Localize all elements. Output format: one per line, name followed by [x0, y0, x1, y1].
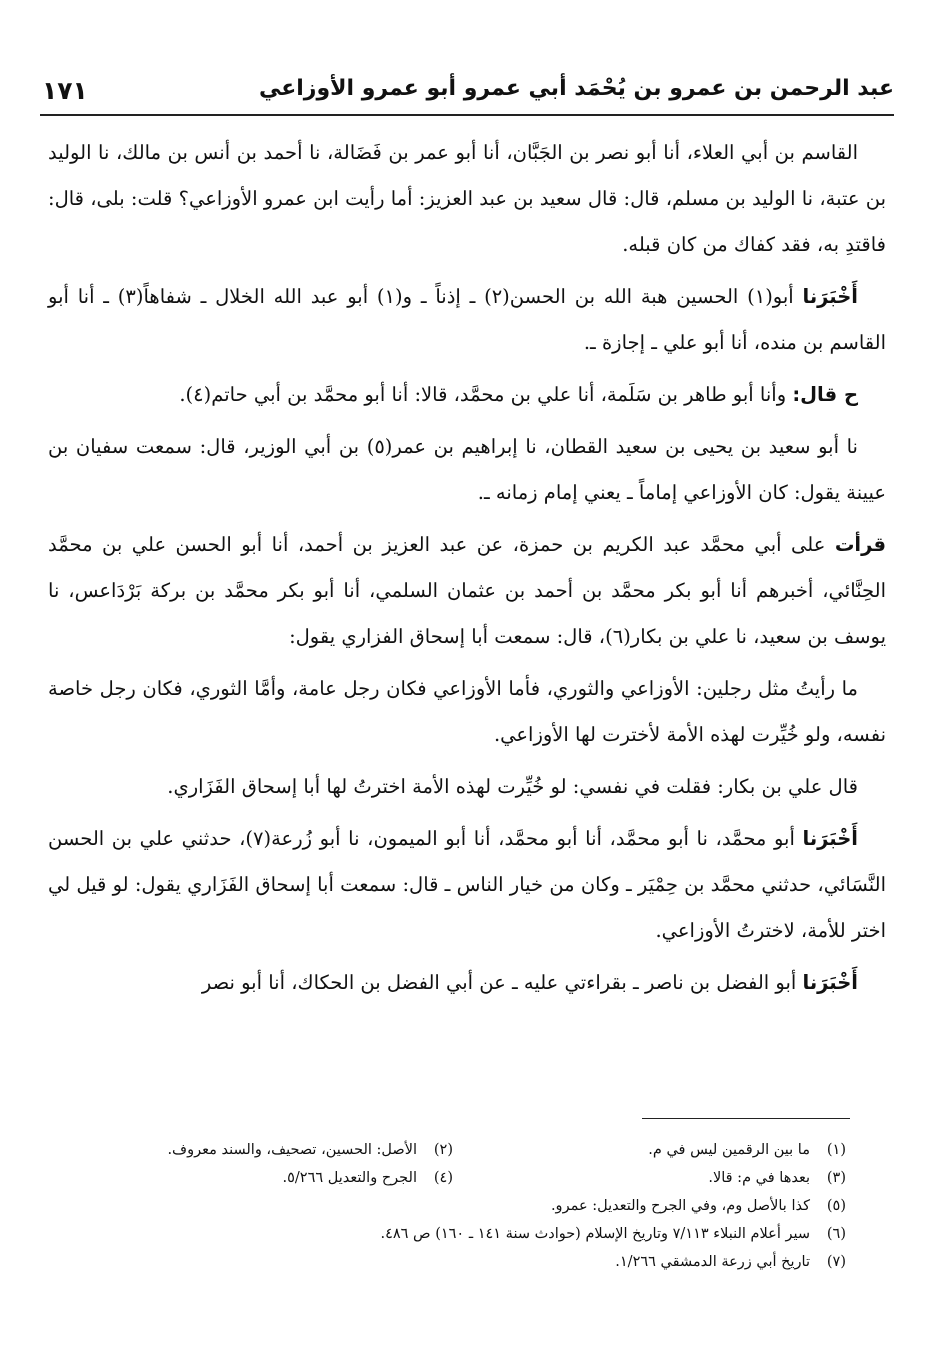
footnote-row — [60, 1192, 846, 1220]
footnote-text: سير أعلام النبلاء ٧/١١٣ وتاريخ الإسلام (حوادث سنة ١٤١ ـ ١٦٠) ص ٤٨٦. — [380, 1226, 810, 1242]
paragraph — [48, 130, 886, 268]
paragraph — [48, 274, 886, 366]
footnote-number: (٦) — [826, 1226, 846, 1242]
paragraph-lead: أَخْبَرَنا — [802, 971, 858, 994]
footnote-text: كذا بالأصل وم، وفي الجرح والتعديل: عمرو. — [550, 1198, 810, 1214]
paragraph-lead: أَخْبَرَنا — [802, 285, 858, 308]
footnote-divider — [642, 1118, 850, 1119]
paragraph-lead: ح قال: — [792, 383, 858, 406]
paragraph-text: وأنا أبو طاهر بن سَلَمة، أنا علي بن محمَّد، قالا: أنا أبو محمَّد بن أبي حاتم(٤). — [179, 383, 793, 406]
main-text — [48, 130, 886, 1012]
footnote-number: (٥) — [826, 1198, 846, 1214]
paragraph-text: على أبي محمَّد عبد الكريم بن حمزة، عن عبد العزيز بن أحمد، أنا أبو الحسن علي بن محمَّد الحِنَّائي، أخبرهم أنا أبو بكر محمَّد بن أحمد بن عثمان السلمي، أنا أبو بكر محمَّد بن بركة بَرْدَاعس، نا يوسف بن سعيد، نا علي بن بكار(٦)، قال: سمعت أبا إسحاق الفزاري يقول: — [48, 533, 886, 648]
footnote-text: الجرح والتعديل ٥/٢٦٦. — [282, 1170, 417, 1186]
paragraph — [48, 764, 886, 810]
page-number: ١٧١ — [42, 76, 88, 105]
paragraph — [48, 666, 886, 758]
paragraph — [48, 960, 886, 1006]
footnote — [551, 1198, 846, 1214]
paragraph — [48, 816, 886, 954]
footnote — [453, 1142, 846, 1158]
footnote-text: الأصل: الحسين، تصحيف، والسند معروف. — [167, 1142, 417, 1158]
running-title: عبد الرحمن بن عمرو بن يُحْمَد أبي عمرو أبو عمرو الأوزاعي — [258, 76, 894, 101]
footnote-text: تاريخ أبي زرعة الدمشقي ١/٢٦٦. — [615, 1254, 810, 1270]
paragraph-text: أبو محمَّد، نا أبو محمَّد، أنا أبو محمَّد، أنا أبو الميمون، نا أبو زُرعة(٧)، حدثني علي بن الحسن النَّسَائي، حدثني محمَّد بن حِمْيَر ـ وكان من خيار الناس ـ قال: سمعت أبا إسحاق الفَزَاري يقول: لو قيل لي اختر للأمة، لاخترتُ الأوزاعي. — [48, 827, 886, 942]
paragraph-text: نا أبو سعيد بن يحيى بن سعيد القطان، نا إبراهيم بن عمر(٥) بن أبي الوزير، قال: سمعت سفيان بن عيينة يقول: كان الأوزاعي إماماً ـ يعني إمام زمانه ـ. — [48, 435, 886, 504]
footnote-text: بعدها في م: قالا. — [708, 1170, 810, 1186]
footnote — [60, 1170, 453, 1186]
paragraph-text: القاسم بن أبي العلاء، أنا أبو نصر بن الجَبَّان، أنا أبو عمر بن فَضَالة، نا أحمد بن أنس بن مالك، نا الوليد بن عتبة، نا الوليد بن مسلم، قال: قال سعيد بن عبد العزيز: أما رأيت ابن عمرو الأوزاعي؟ قلت: بلى، قال: فاقتدِ به، فقد كفاك من كان قبله. — [48, 141, 886, 256]
footnote-number: (٧) — [826, 1254, 846, 1270]
footnote — [453, 1170, 846, 1186]
footnote-number: (٣) — [826, 1170, 846, 1186]
paragraph-text: قال علي بن بكار: فقلت في نفسي: لو خُيِّرت لهذه الأمة اخترتُ لها أبا إسحاق الفَزَاري. — [167, 775, 858, 798]
footnote-number: (٢) — [433, 1142, 453, 1158]
paragraph-text: أبو(١) الحسين هبة الله بن الحسن(٢) ـ إذناً ـ و(١) أبو عبد الله الخلال ـ شفاهاً(٣) ـ أنا أبو القاسم بن منده، أنا أبو علي ـ إجازة ـ. — [48, 285, 886, 354]
footnote — [380, 1226, 846, 1242]
paragraph-text: أبو الفضل بن ناصر ـ بقراءتي عليه ـ عن أبي الفضل بن الحكاك، أنا أبو نصر — [201, 971, 803, 994]
footnote-row — [60, 1220, 846, 1248]
footnote — [60, 1142, 453, 1158]
paragraph-text: ما رأيتُ مثل رجلين: الأوزاعي والثوري، فأما الأوزاعي فكان رجل عامة، وأمَّا الثوري، فكان رجل خاصة نفسه، ولو خُيِّرت لهذه الأمة لأخترت لها الأوزاعي. — [48, 677, 886, 746]
paragraph — [48, 424, 886, 516]
paragraph — [48, 372, 886, 418]
footnote-number: (١) — [826, 1142, 846, 1158]
footnote — [615, 1254, 846, 1270]
paragraph-lead: أَخْبَرَنا — [802, 827, 858, 850]
footnote-row — [60, 1136, 846, 1164]
footnote-row — [60, 1248, 846, 1276]
paragraph-lead: قرأت — [834, 533, 886, 556]
footnotes — [60, 1136, 846, 1276]
paragraph — [48, 522, 886, 660]
running-header — [40, 70, 894, 116]
footnote-text: ما بين الرقمين ليس في م. — [648, 1142, 810, 1158]
footnote-number: (٤) — [433, 1170, 453, 1186]
footnote-row — [60, 1164, 846, 1192]
